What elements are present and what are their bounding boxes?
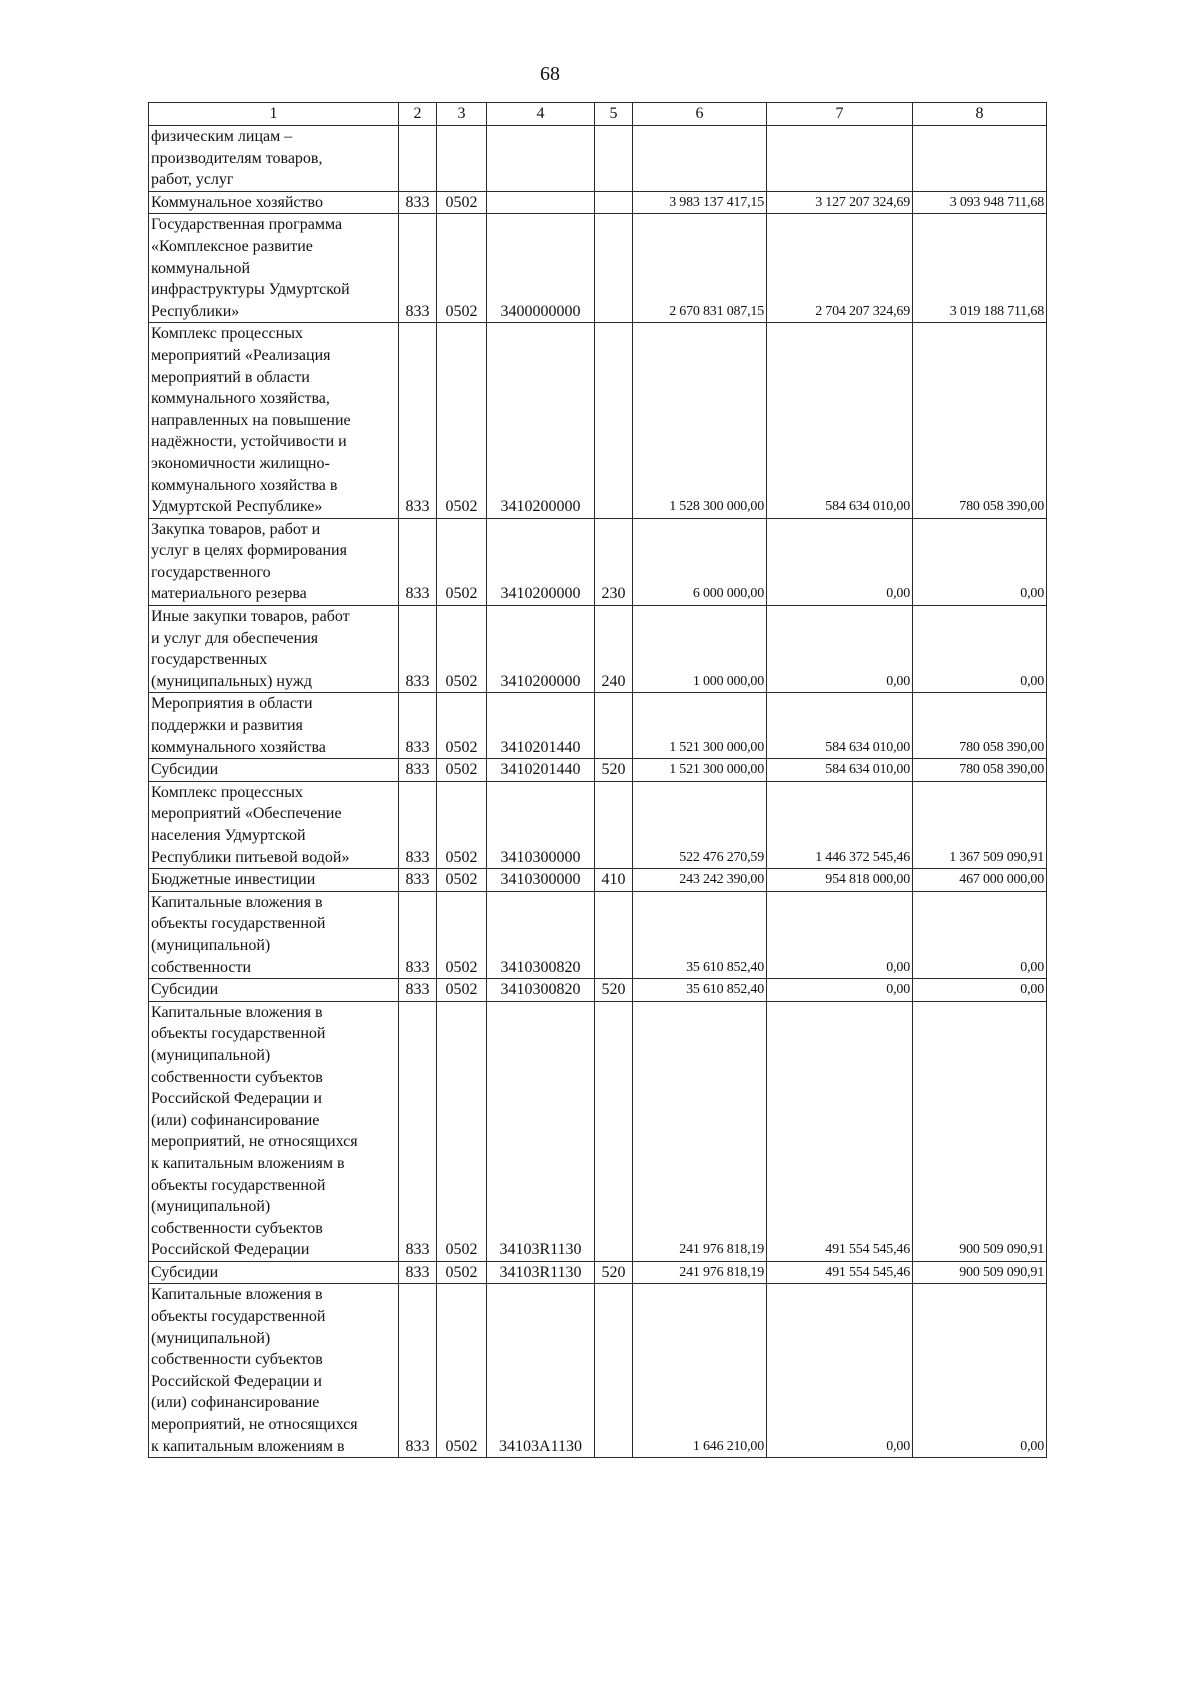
amount-col6-cell: 3 983 137 417,15 bbox=[633, 191, 767, 214]
section-code-cell: 0502 bbox=[437, 1001, 487, 1261]
section-code-cell: 0502 bbox=[437, 606, 487, 693]
row-name-line: инфраструктуры Удмуртской bbox=[151, 281, 350, 299]
section-code-cell: 0502 bbox=[437, 1284, 487, 1458]
row-name-line: объекты государственной bbox=[151, 1025, 326, 1043]
amount-col8-cell: 780 058 390,00 bbox=[913, 693, 1047, 759]
amount-col7-cell: 584 634 010,00 bbox=[767, 759, 913, 782]
row-name-line: мероприятий «Обеспечение bbox=[151, 805, 342, 823]
row-name-cell bbox=[149, 693, 399, 759]
row-name-line: собственности субъектов bbox=[151, 1351, 323, 1369]
table-row bbox=[149, 518, 1047, 605]
amount-col7-cell: 584 634 010,00 bbox=[767, 323, 913, 518]
row-name-cell bbox=[149, 323, 399, 518]
row-name-line: (или) софинансирование bbox=[151, 1394, 320, 1412]
row-name-line: работ, услуг bbox=[151, 171, 234, 189]
amount-col7-cell bbox=[767, 126, 913, 192]
amount-col8-cell bbox=[913, 126, 1047, 192]
section-code-cell: 0502 bbox=[437, 781, 487, 868]
target-article-cell: 34103R1130 bbox=[487, 1261, 595, 1284]
table-row bbox=[149, 693, 1047, 759]
table-row bbox=[149, 869, 1047, 892]
amount-col6-cell: 241 976 818,19 bbox=[633, 1001, 767, 1261]
row-name-line: Субсидии bbox=[151, 1263, 219, 1281]
amount-col7-cell: 0,00 bbox=[767, 891, 913, 978]
row-name-line: объекты государственной bbox=[151, 1308, 326, 1326]
row-name-cell bbox=[149, 1001, 399, 1261]
grbs-code-cell: 833 bbox=[399, 191, 437, 214]
amount-col7-cell: 0,00 bbox=[767, 518, 913, 605]
grbs-code-cell: 833 bbox=[399, 1261, 437, 1284]
row-name-line: Капитальные вложения в bbox=[151, 1286, 323, 1304]
row-name-line: Закупка товаров, работ и bbox=[151, 520, 321, 538]
table-row bbox=[149, 323, 1047, 518]
row-name-line: собственности bbox=[151, 958, 252, 976]
amount-col8-cell: 900 509 090,91 bbox=[913, 1261, 1047, 1284]
amount-col6-cell: 1 521 300 000,00 bbox=[633, 693, 767, 759]
expense-type-cell: 520 bbox=[595, 759, 633, 782]
row-name-line: направленных на повышение bbox=[151, 411, 351, 429]
section-code-cell: 0502 bbox=[437, 979, 487, 1002]
expense-type-cell bbox=[595, 891, 633, 978]
row-name-line: коммунальной bbox=[151, 259, 251, 277]
row-name-cell bbox=[149, 191, 399, 214]
row-name-line: Удмуртской Республике» bbox=[151, 498, 323, 516]
grbs-code-cell: 833 bbox=[399, 518, 437, 605]
expense-type-cell bbox=[595, 1001, 633, 1261]
target-article-cell: 3410300820 bbox=[487, 891, 595, 978]
amount-col6-cell: 35 610 852,40 bbox=[633, 891, 767, 978]
expense-type-cell: 520 bbox=[595, 979, 633, 1002]
row-name-line: Мероприятия в области bbox=[151, 695, 313, 713]
expense-type-cell bbox=[595, 126, 633, 192]
row-name-line: (муниципальной) bbox=[151, 1329, 271, 1347]
grbs-code-cell: 833 bbox=[399, 214, 437, 323]
table-row bbox=[149, 606, 1047, 693]
amount-col6-cell: 1 528 300 000,00 bbox=[633, 323, 767, 518]
section-code-cell: 0502 bbox=[437, 214, 487, 323]
header-cell-5: 5 bbox=[595, 103, 633, 126]
amount-col7-cell: 2 704 207 324,69 bbox=[767, 214, 913, 323]
row-name-line: Субсидии bbox=[151, 981, 219, 999]
row-name-line: (или) софинансирование bbox=[151, 1111, 320, 1129]
row-name-line: экономичности жилищно- bbox=[151, 454, 330, 472]
target-article-cell: 3410200000 bbox=[487, 606, 595, 693]
row-name-line: мероприятий, не относящихся bbox=[151, 1133, 358, 1151]
row-name-line: физическим лицам – bbox=[151, 128, 293, 145]
amount-col6-cell: 243 242 390,00 bbox=[633, 869, 767, 892]
amount-col8-cell: 0,00 bbox=[913, 1284, 1047, 1458]
expense-type-cell: 240 bbox=[595, 606, 633, 693]
row-name-line: поддержки и развития bbox=[151, 717, 303, 735]
section-code-cell: 0502 bbox=[437, 518, 487, 605]
row-name-cell bbox=[149, 979, 399, 1002]
section-code-cell bbox=[437, 126, 487, 192]
section-code-cell: 0502 bbox=[437, 191, 487, 214]
amount-col8-cell: 0,00 bbox=[913, 891, 1047, 978]
row-name-line: государственного bbox=[151, 563, 271, 581]
amount-col7-cell: 491 554 545,46 bbox=[767, 1261, 913, 1284]
expense-type-cell bbox=[595, 1284, 633, 1458]
grbs-code-cell: 833 bbox=[399, 606, 437, 693]
row-name-line: услуг в целях формирования bbox=[151, 542, 347, 560]
row-name-line: мероприятий, не относящихся bbox=[151, 1416, 358, 1434]
amount-col7-cell: 491 554 545,46 bbox=[767, 1001, 913, 1261]
target-article-cell: 3400000000 bbox=[487, 214, 595, 323]
target-article-cell bbox=[487, 126, 595, 192]
table-row bbox=[149, 891, 1047, 978]
row-name-line: надёжности, устойчивости и bbox=[151, 433, 347, 451]
row-name-line: Бюджетные инвестиции bbox=[151, 871, 316, 889]
table-row bbox=[149, 979, 1047, 1002]
row-name-cell bbox=[149, 891, 399, 978]
table-row bbox=[149, 1001, 1047, 1261]
table-row bbox=[149, 1284, 1047, 1458]
table-body bbox=[149, 103, 1047, 1458]
amount-col6-cell: 1 646 210,00 bbox=[633, 1284, 767, 1458]
row-name-line: Российской Федерации bbox=[151, 1241, 310, 1259]
expense-type-cell: 230 bbox=[595, 518, 633, 605]
header-cell-1: 1 bbox=[149, 103, 399, 126]
row-name-line: Иные закупки товаров, работ bbox=[151, 608, 350, 626]
grbs-code-cell: 833 bbox=[399, 693, 437, 759]
amount-col6-cell: 35 610 852,40 bbox=[633, 979, 767, 1002]
row-name-line: населения Удмуртской bbox=[151, 827, 306, 844]
row-name-line: Российской Федерации и bbox=[151, 1090, 322, 1108]
row-name-cell bbox=[149, 606, 399, 693]
row-name-line: объекты государственной bbox=[151, 915, 326, 933]
target-article-cell: 3410201440 bbox=[487, 693, 595, 759]
row-name-line: Комплекс процессных bbox=[151, 325, 303, 343]
grbs-code-cell: 833 bbox=[399, 869, 437, 892]
row-name-line: Субсидии bbox=[151, 761, 219, 779]
amount-col7-cell: 584 634 010,00 bbox=[767, 693, 913, 759]
amount-col6-cell: 6 000 000,00 bbox=[633, 518, 767, 605]
amount-col8-cell: 3 019 188 711,68 bbox=[913, 214, 1047, 323]
table-row bbox=[149, 781, 1047, 868]
amount-col6-cell: 2 670 831 087,15 bbox=[633, 214, 767, 323]
header-cell-8: 8 bbox=[913, 103, 1047, 126]
grbs-code-cell: 833 bbox=[399, 759, 437, 782]
grbs-code-cell: 833 bbox=[399, 781, 437, 868]
row-name-cell bbox=[149, 781, 399, 868]
target-article-cell: 3410200000 bbox=[487, 518, 595, 605]
row-name-line: и услуг для обеспечения bbox=[151, 629, 319, 647]
expense-type-cell bbox=[595, 191, 633, 214]
target-article-cell: 34103R1130 bbox=[487, 1001, 595, 1261]
amount-col8-cell: 0,00 bbox=[913, 518, 1047, 605]
row-name-line: Российской Федерации и bbox=[151, 1372, 322, 1390]
grbs-code-cell: 833 bbox=[399, 979, 437, 1002]
amount-col7-cell: 3 127 207 324,69 bbox=[767, 191, 913, 214]
amount-col8-cell: 467 000 000,00 bbox=[913, 869, 1047, 892]
amount-col6-cell: 1 000 000,00 bbox=[633, 606, 767, 693]
row-name-line: материального резерва bbox=[151, 585, 307, 603]
table-header-row bbox=[149, 103, 1047, 126]
row-name-cell bbox=[149, 126, 399, 192]
target-article-cell: 3410300820 bbox=[487, 979, 595, 1002]
header-cell-7: 7 bbox=[767, 103, 913, 126]
amount-col8-cell: 1 367 509 090,91 bbox=[913, 781, 1047, 868]
row-name-line: собственности субъектов bbox=[151, 1219, 323, 1237]
header-cell-3: 3 bbox=[437, 103, 487, 126]
row-name-line: Комплекс процессных bbox=[151, 783, 303, 801]
row-name-line: к капитальным вложениям в bbox=[151, 1154, 345, 1172]
row-name-line: Капитальные вложения в bbox=[151, 1003, 323, 1021]
budget-table bbox=[148, 102, 1047, 1458]
amount-col7-cell: 1 446 372 545,46 bbox=[767, 781, 913, 868]
amount-col6-cell: 241 976 818,19 bbox=[633, 1261, 767, 1284]
row-name-line: собственности субъектов bbox=[151, 1068, 323, 1086]
grbs-code-cell: 833 bbox=[399, 891, 437, 978]
amount-col7-cell: 0,00 bbox=[767, 979, 913, 1002]
table-row bbox=[149, 759, 1047, 782]
section-code-cell: 0502 bbox=[437, 869, 487, 892]
row-name-line: к капитальным вложениям в bbox=[151, 1437, 345, 1455]
section-code-cell: 0502 bbox=[437, 891, 487, 978]
table-row bbox=[149, 214, 1047, 323]
grbs-code-cell: 833 bbox=[399, 323, 437, 518]
amount-col7-cell: 0,00 bbox=[767, 606, 913, 693]
row-name-line: «Комплексное развитие bbox=[151, 237, 313, 255]
page-number: 68 bbox=[540, 63, 560, 85]
amount-col7-cell: 0,00 bbox=[767, 1284, 913, 1458]
section-code-cell: 0502 bbox=[437, 759, 487, 782]
row-name-line: Капитальные вложения в bbox=[151, 893, 323, 911]
row-name-line: государственных bbox=[151, 651, 268, 669]
expense-type-cell: 520 bbox=[595, 1261, 633, 1284]
section-code-cell: 0502 bbox=[437, 693, 487, 759]
target-article-cell: 3410300000 bbox=[487, 781, 595, 868]
section-code-cell: 0502 bbox=[437, 1261, 487, 1284]
amount-col8-cell: 780 058 390,00 bbox=[913, 759, 1047, 782]
row-name-cell bbox=[149, 1284, 399, 1458]
header-cell-4: 4 bbox=[487, 103, 595, 126]
row-name-line: Коммунальное хозяйство bbox=[151, 193, 323, 211]
expense-type-cell: 410 bbox=[595, 869, 633, 892]
expense-type-cell bbox=[595, 781, 633, 868]
target-article-cell: 3410201440 bbox=[487, 759, 595, 782]
grbs-code-cell bbox=[399, 126, 437, 192]
amount-col8-cell: 0,00 bbox=[913, 606, 1047, 693]
row-name-line: коммунального хозяйства в bbox=[151, 476, 338, 494]
table-row bbox=[149, 1261, 1047, 1284]
row-name-line: (муниципальной) bbox=[151, 1198, 271, 1216]
amount-col8-cell: 900 509 090,91 bbox=[913, 1001, 1047, 1261]
header-cell-6: 6 bbox=[633, 103, 767, 126]
target-article-cell: 3410200000 bbox=[487, 323, 595, 518]
section-code-cell: 0502 bbox=[437, 323, 487, 518]
amount-col7-cell: 954 818 000,00 bbox=[767, 869, 913, 892]
row-name-line: коммунального хозяйства bbox=[151, 738, 326, 756]
row-name-line: коммунального хозяйства, bbox=[151, 390, 330, 408]
header-cell-2: 2 bbox=[399, 103, 437, 126]
row-name-line: (муниципальной) bbox=[151, 936, 271, 954]
row-name-cell bbox=[149, 759, 399, 782]
row-name-line: Государственная программа bbox=[151, 216, 343, 234]
row-name-cell bbox=[149, 518, 399, 605]
row-name-line: мероприятий «Реализация bbox=[151, 346, 331, 364]
row-name-line: объекты государственной bbox=[151, 1176, 326, 1194]
target-article-cell: 34103A1130 bbox=[487, 1284, 595, 1458]
row-name-cell bbox=[149, 214, 399, 323]
target-article-cell: 3410300000 bbox=[487, 869, 595, 892]
row-name-cell bbox=[149, 1261, 399, 1284]
target-article-cell bbox=[487, 191, 595, 214]
row-name-line: Республики питьевой водой» bbox=[151, 848, 350, 866]
expense-type-cell bbox=[595, 323, 633, 518]
row-name-line: Республики» bbox=[151, 302, 240, 320]
table-row bbox=[149, 126, 1047, 192]
amount-col6-cell: 522 476 270,59 bbox=[633, 781, 767, 868]
row-name-line: мероприятий в области bbox=[151, 368, 310, 386]
amount-col8-cell: 0,00 bbox=[913, 979, 1047, 1002]
row-name-cell bbox=[149, 869, 399, 892]
amount-col6-cell: 1 521 300 000,00 bbox=[633, 759, 767, 782]
expense-type-cell bbox=[595, 693, 633, 759]
amount-col8-cell: 780 058 390,00 bbox=[913, 323, 1047, 518]
expense-type-cell bbox=[595, 214, 633, 323]
row-name-line: производителям товаров, bbox=[151, 149, 323, 167]
amount-col6-cell bbox=[633, 126, 767, 192]
row-name-line: (муниципальных) нужд bbox=[151, 672, 312, 690]
amount-col8-cell: 3 093 948 711,68 bbox=[913, 191, 1047, 214]
grbs-code-cell: 833 bbox=[399, 1001, 437, 1261]
table-row bbox=[149, 191, 1047, 214]
grbs-code-cell: 833 bbox=[399, 1284, 437, 1458]
row-name-line: (муниципальной) bbox=[151, 1046, 271, 1064]
